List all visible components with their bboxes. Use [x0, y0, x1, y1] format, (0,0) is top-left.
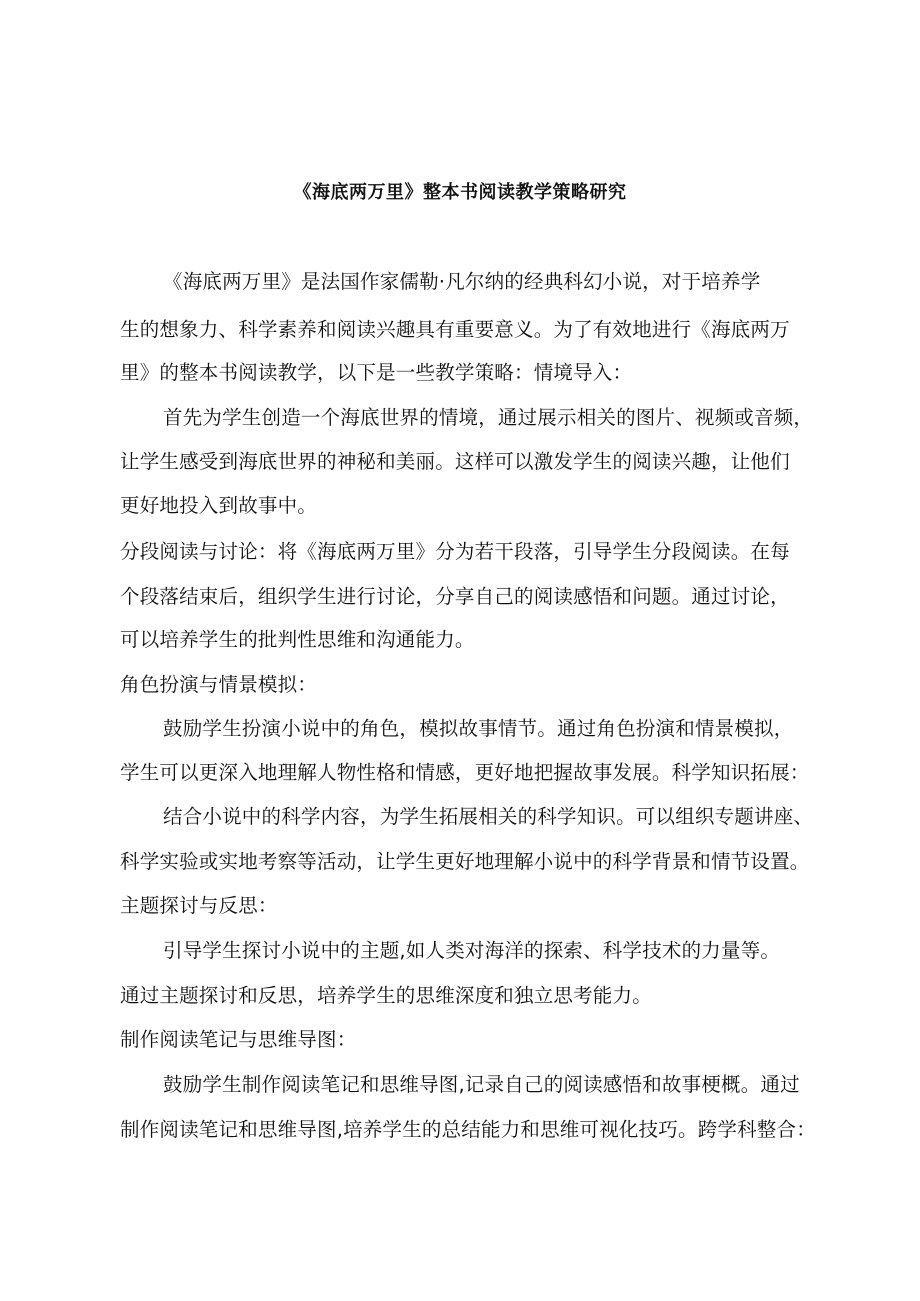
text-line: 鼓励学生制作阅读笔记和思维导图,记录自己的阅读感悟和故事梗概。通过	[163, 1073, 800, 1096]
text-line: 制作阅读笔记和思维导图,培养学生的总结能力和思维可视化技巧。跨学科整合：	[120, 1118, 816, 1141]
text-line: 里》的整本书阅读教学，以下是一些教学策略：情境导入：	[120, 361, 633, 384]
text-line: 鼓励学生扮演小说中的角色，模拟故事情节。通过角色扮演和情景模拟，	[163, 717, 794, 740]
text-line: 让学生感受到海底世界的神秘和美丽。这样可以激发学生的阅读兴趣，让他们	[120, 450, 790, 473]
text-line: 引导学生探讨小说中的主题,如人类对海洋的探索、科学技术的力量等。	[163, 939, 781, 962]
document-title: 《海底两万里》整本书阅读教学策略研究	[293, 182, 627, 203]
text-line: 科学实验或实地考察等活动，让学生更好地理解小说中的科学背景和情节设置。	[120, 850, 810, 873]
text-line: 首先为学生创造一个海底世界的情境，通过展示相关的图片、视频或音频，	[163, 406, 814, 429]
text-line: 学生可以更深入地理解人物性格和情感，更好地把握故事发展。科学知识拓展：	[120, 761, 810, 784]
section-heading: 制作阅读笔记与思维导图：	[120, 1028, 357, 1051]
text-line: 个段落结束后，组织学生进行讨论，分享自己的阅读感悟和问题。通过讨论，	[120, 585, 790, 608]
text-line: 分段阅读与讨论：将《海底两万里》分为若干段落，引导学生分段阅读。在每	[120, 540, 790, 563]
section-heading: 主题探讨与反思：	[120, 894, 278, 917]
text-line: 生的想象力、科学素养和阅读兴趣具有重要意义。为了有效地进行《海底两万	[120, 318, 790, 341]
section-heading: 角色扮演与情景模拟：	[120, 673, 318, 696]
text-line: 《海底两万里》是法国作家儒勒·凡尔纳的经典科幻小说，对于培养学	[163, 270, 761, 293]
text-line: 结合小说中的科学内容，为学生拓展相关的科学知识。可以组织专题讲座、	[163, 805, 814, 828]
text-line: 更好地投入到故事中。	[120, 494, 318, 517]
text-line: 可以培养学生的批判性思维和沟通能力。	[120, 628, 475, 651]
text-line: 通过主题探讨和反思，培养学生的思维深度和独立思考能力。	[120, 984, 652, 1007]
